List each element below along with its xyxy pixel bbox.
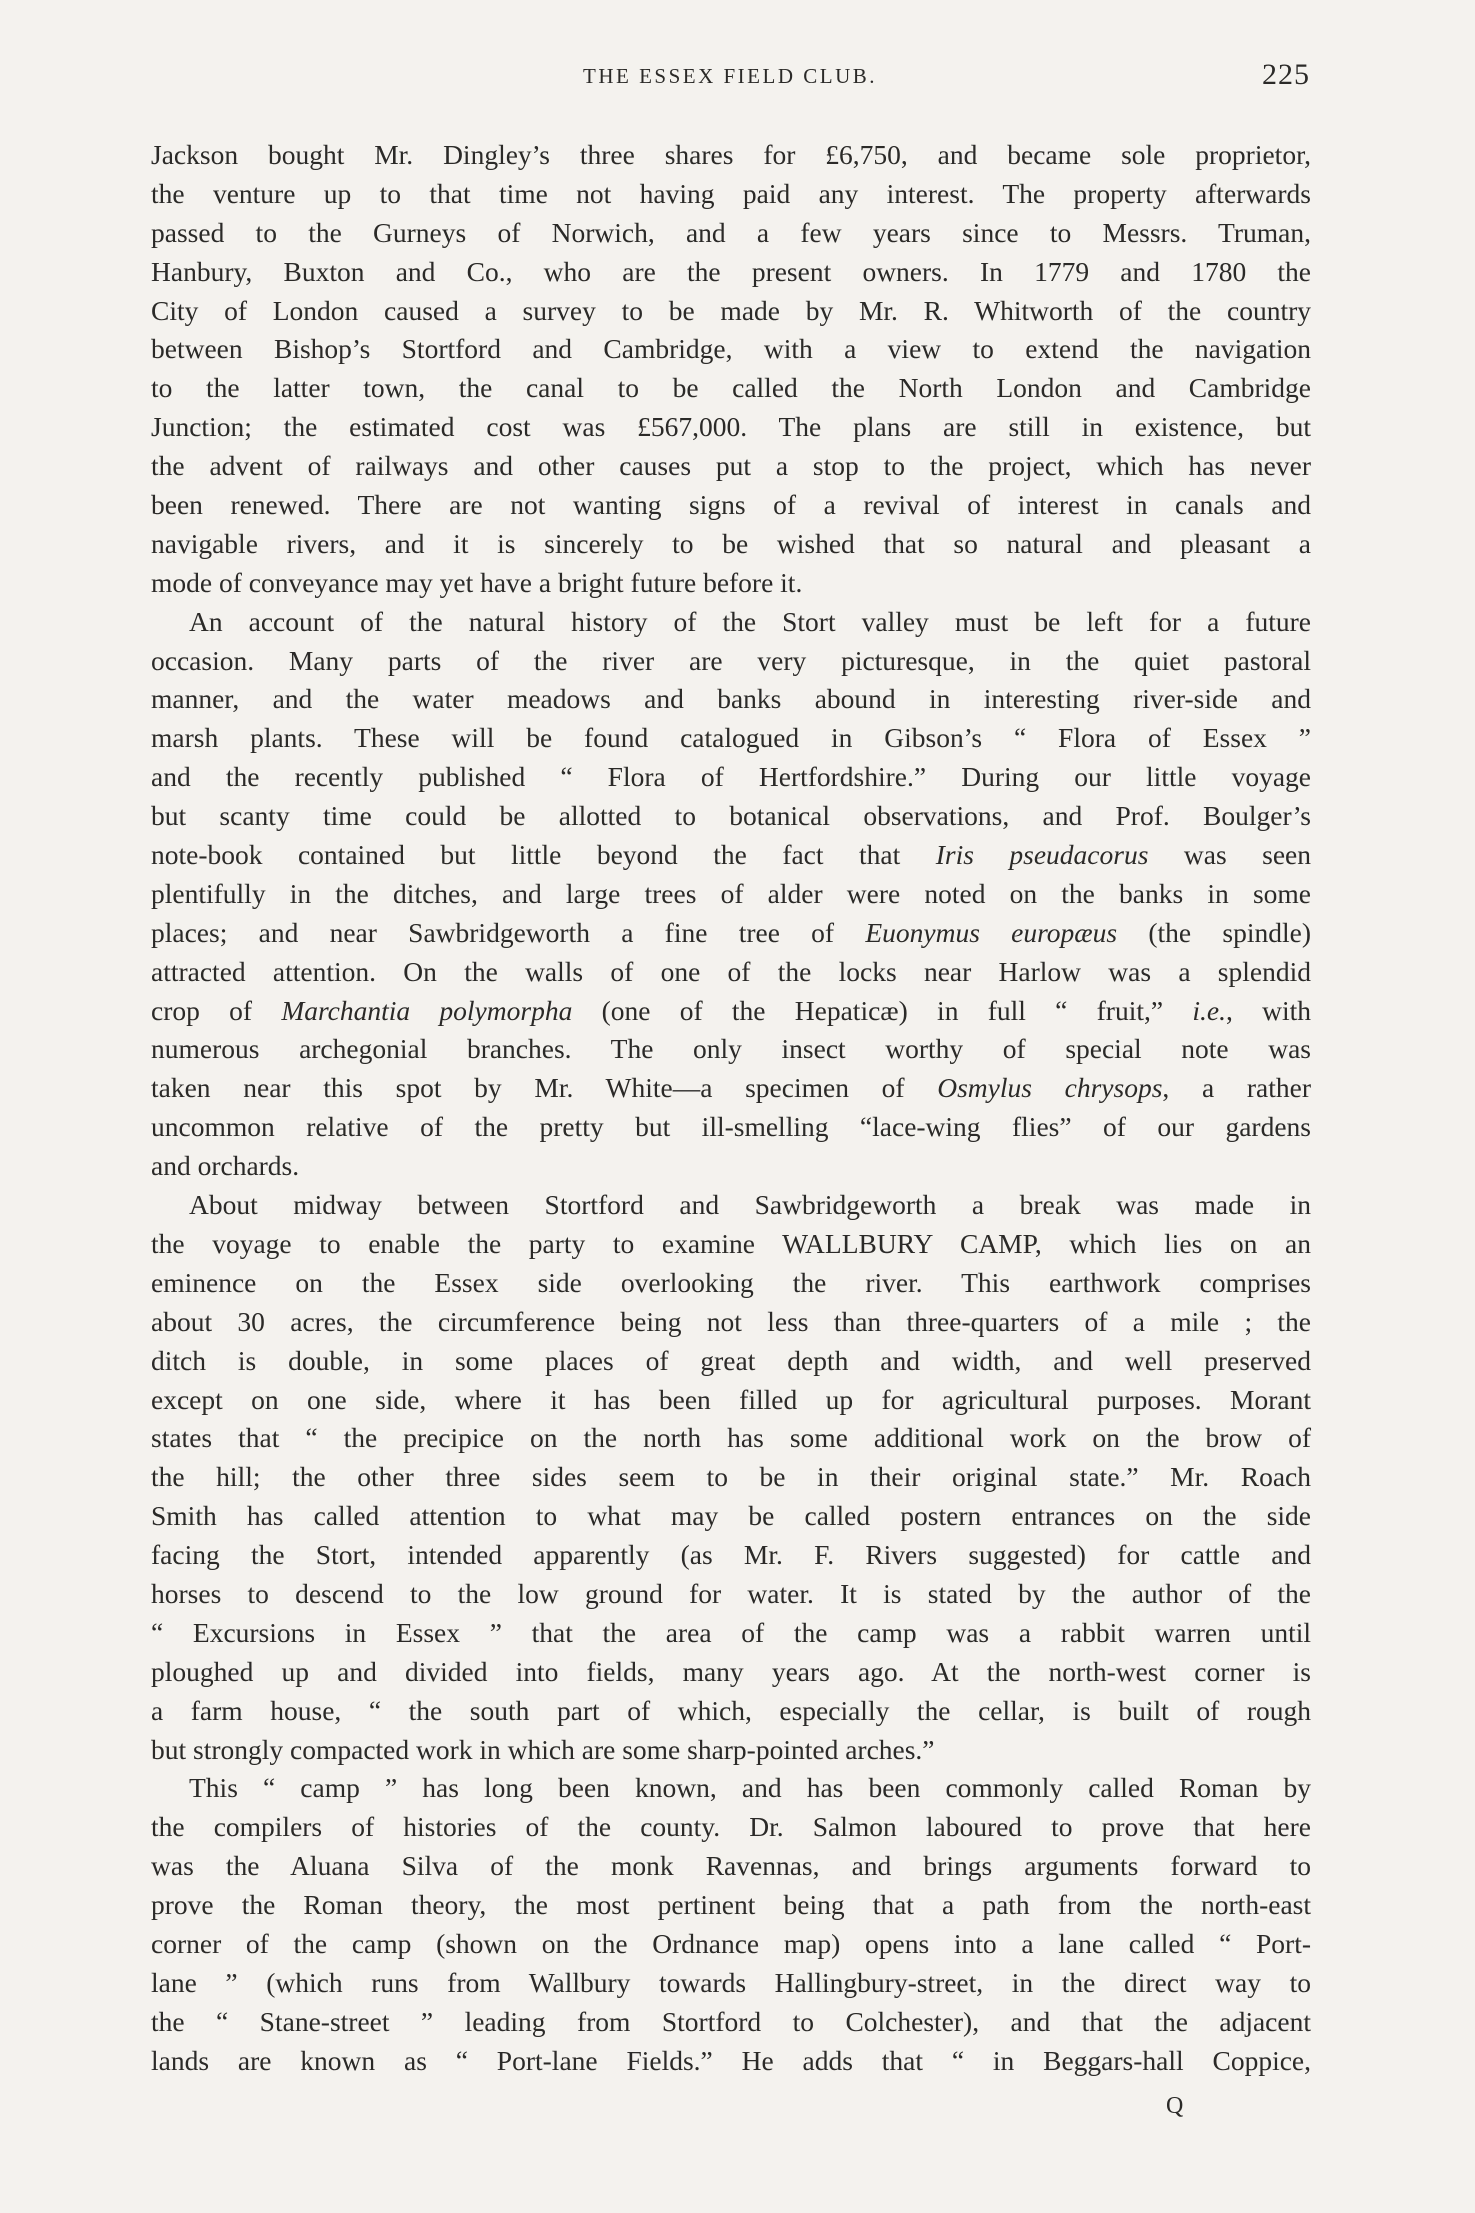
text-line: the hill; the other three sides seem to be in their original state.” Mr. Roach	[151, 1461, 1311, 1493]
text-line: mode of conveyance may yet have a bright future before it.	[151, 566, 803, 598]
text-line: An account of the natural history of the Stort valley must be left for a future	[189, 605, 1311, 637]
text-line: passed to the Gurneys of Norwich, and a few years since to Messrs. Truman,	[151, 216, 1311, 248]
text-line: manner, and the water meadows and banks abound in interesting river-side and	[151, 683, 1311, 715]
text-line: lands are known as “ Port-lane Fields.” He adds that “ in Beggars-hall Coppice,	[151, 2044, 1311, 2076]
text-line: marsh plants. These will be found catalogued in Gibson’s “ Flora of Essex ”	[151, 722, 1311, 754]
text-line: about 30 acres, the circumference being not less than three-quarters of a mile ; the	[151, 1305, 1311, 1337]
paragraph-natural-history	[151, 603, 1311, 1186]
text-line: the voyage to enable the party to examine WALLBURY CAMP, which lies on an	[151, 1227, 1311, 1259]
text-line: navigable rivers, and it is sincerely to be wished that so natural and pleasant a	[151, 527, 1311, 559]
text-line: numerous archegonial branches. The only insect worthy of special note was	[151, 1033, 1311, 1065]
text-line: and the recently published “ Flora of Hertfordshire.” During our little voyage	[151, 761, 1311, 793]
text-line: occasion. Many parts of the river are very picturesque, in the quiet pastoral	[151, 644, 1311, 676]
text-line: lane ” (which runs from Wallbury towards Hallingbury-street, in the direct way to	[151, 1966, 1311, 1998]
text-line: uncommon relative of the pretty but ill-smelling “lace-wing flies” of our gardens	[151, 1111, 1311, 1143]
text-line: About midway between Stortford and Sawbridgeworth a break was made in	[189, 1189, 1311, 1221]
text-line: places; and near Sawbridgeworth a fine tree of Euonymus europæus (the spindle)	[151, 916, 1311, 948]
text-line: the “ Stane-street ” leading from Stortford to Colchester), and that the adjacent	[151, 2005, 1311, 2037]
text-line: eminence on the Essex side overlooking the river. This earthwork comprises	[151, 1266, 1311, 1298]
text-line: the venture up to that time not having paid any interest. The property afterwards	[151, 177, 1311, 209]
text-line: to the latter town, the canal to be called the North London and Cambridge	[151, 372, 1311, 404]
text-line: corner of the camp (shown on the Ordnance map) opens into a lane called “ Port-	[151, 1927, 1311, 1959]
page-number: 225	[1262, 58, 1310, 91]
text-line: Smith has called attention to what may be called postern entrances on the side	[151, 1500, 1311, 1532]
text-line: Jackson bought Mr. Dingley’s three shares for £6,750, and became sole proprietor,	[151, 139, 1311, 170]
text-line: except on one side, where it has been filled up for agricultural purposes. Morant	[151, 1383, 1311, 1415]
text-line: Hanbury, Buxton and Co., who are the present owners. In 1779 and 1780 the	[151, 255, 1311, 287]
running-head	[150, 58, 1310, 98]
body-text	[151, 136, 1311, 2081]
text-line: states that “ the precipice on the north has some additional work on the brow of	[151, 1422, 1311, 1454]
text-line: plentifully in the ditches, and large trees of alder were noted on the banks in some	[151, 877, 1311, 909]
text-line: “ Excursions in Essex ” that the area of the camp was a rabbit warren until	[151, 1616, 1311, 1648]
text-line: Junction; the estimated cost was £567,000. The plans are still in existence, but	[151, 411, 1311, 443]
text-line: been renewed. There are not wanting signs of a revival of interest in canals and	[151, 489, 1311, 521]
signature-mark: Q	[1166, 2093, 1184, 2119]
paragraph-wallbury-camp	[151, 1186, 1311, 1769]
text-line: note-book contained but little beyond the fact that Iris pseudacorus was seen	[151, 839, 1311, 871]
text-line: prove the Roman theory, the most pertinent being that a path from the north-east	[151, 1889, 1311, 1921]
paragraph-roman-theory	[151, 1769, 1311, 2080]
running-title: THE ESSEX FIELD CLUB.	[583, 64, 877, 88]
text-line: This “ camp ” has long been known, and has been commonly called Roman by	[189, 1772, 1311, 1804]
text-line: the compilers of histories of the county. Dr. Salmon laboured to prove that here	[151, 1811, 1311, 1843]
text-line: horses to descend to the low ground for water. It is stated by the author of the	[151, 1577, 1311, 1609]
text-line: attracted attention. On the walls of one of the locks near Harlow was a splendid	[151, 955, 1311, 987]
text-line: the advent of railways and other causes put a stop to the project, which has never	[151, 450, 1311, 482]
text-line: and orchards.	[151, 1150, 300, 1182]
text-line: ploughed up and divided into fields, many years ago. At the north-west corner is	[151, 1655, 1311, 1687]
text-line: ditch is double, in some places of great depth and width, and well preserved	[151, 1344, 1311, 1376]
text-line: but strongly compacted work in which are some sharp-pointed arches.”	[151, 1733, 935, 1765]
text-line: was the Aluana Silva of the monk Ravennas, and brings arguments forward to	[151, 1850, 1311, 1882]
text-line: City of London caused a survey to be made by Mr. R. Whitworth of the country	[151, 294, 1311, 326]
text-line: taken near this spot by Mr. White—a specimen of Osmylus chrysops, a rather	[151, 1072, 1311, 1104]
text-line: crop of Marchantia polymorpha (one of the Hepaticæ) in full “ fruit,” i.e., with	[151, 994, 1312, 1026]
text-line: between Bishop’s Stortford and Cambridge, with a view to extend the navigation	[151, 333, 1311, 365]
text-line: facing the Stort, intended apparently (as Mr. F. Rivers suggested) for cattle and	[151, 1539, 1311, 1571]
text-line: but scanty time could be allotted to botanical observations, and Prof. Boulger’s	[151, 800, 1311, 832]
paragraph-navigation-history	[151, 136, 1311, 603]
text-line: a farm house, “ the south part of which, especially the cellar, is built of rough	[151, 1694, 1311, 1726]
